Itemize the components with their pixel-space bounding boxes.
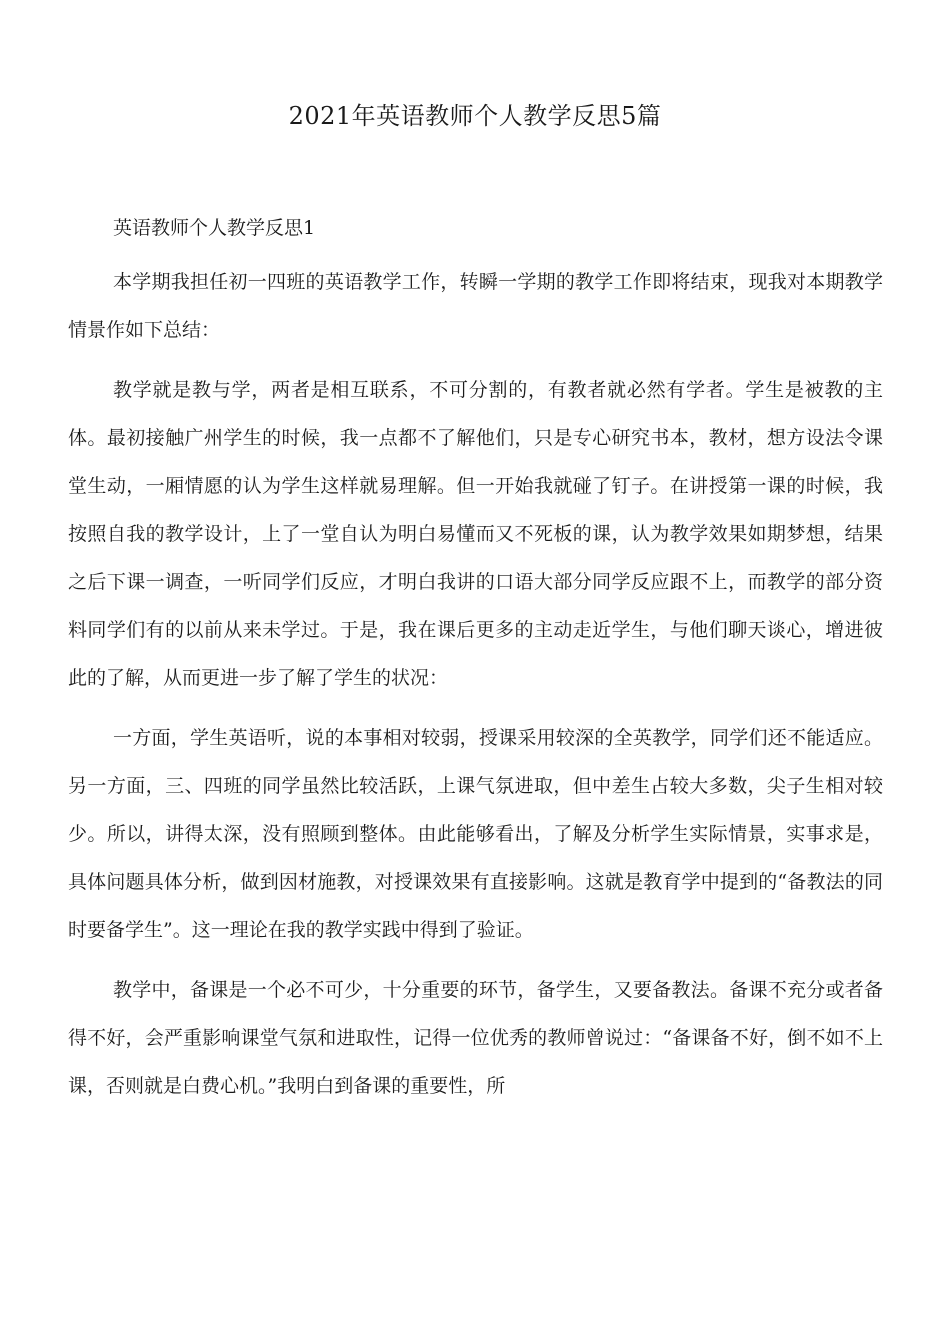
document-title: 2021年英语教师个人教学反思5篇	[288, 102, 662, 130]
section-heading: 英语教师个人教学反思1	[113, 217, 316, 239]
document-body	[68, 210, 883, 1122]
paragraph-lesson-preparation: 教学中，备课是一个必不可少，十分重要的环节，备学生，又要备教法。备课不充分或者备得不好，会严重影响课堂气氛和进取性，记得一位优秀的教师曾说过：“备课备不好，倒不如不上课，否则就是白费心机。”我明白到备课的重要性，所	[68, 979, 883, 1097]
paragraph-intro: 本学期我担任初一四班的英语教学工作，转瞬一学期的教学工作即将结束，现我对本期教学情景作如下总结：	[68, 271, 883, 341]
paragraph-teaching-and-learning: 教学就是教与学，两者是相互联系，不可分割的，有教者就必然有学者。学生是被教的主体。最初接触广州学生的时候，我一点都不了解他们，只是专心研究书本，教材，想方设法令课堂生动，一厢情愿的认为学生这样就易理解。但一开始我就碰了钉子。在讲授第一课的时候，我按照自我的教学设计，上了一堂自认为明白易懂而又不死板的课，认为教学效果如期梦想，结果之后下课一调查，一听同学们反应，才明白我讲的口语大部分同学反应跟不上，而教学的部分资料同学们有的以前从来未学过。于是，我在课后更多的主动走近学生，与他们聊天谈心，增进彼此的了解，从而更进一步了解了学生的状况：	[68, 379, 883, 689]
paragraph-student-ability: 一方面，学生英语听，说的本事相对较弱，授课采用较深的全英教学，同学们还不能适应。另一方面，三、四班的同学虽然比较活跃，上课气氛进取，但中差生占较大多数，尖子生相对较少。所以，讲得太深，没有照顾到整体。由此能够看出，了解及分析学生实际情景，实事求是，具体问题具体分析，做到因材施教，对授课效果有直接影响。这就是教育学中提到的“备教法的同时要备学生”。这一理论在我的教学实践中得到了验证。	[68, 727, 883, 941]
